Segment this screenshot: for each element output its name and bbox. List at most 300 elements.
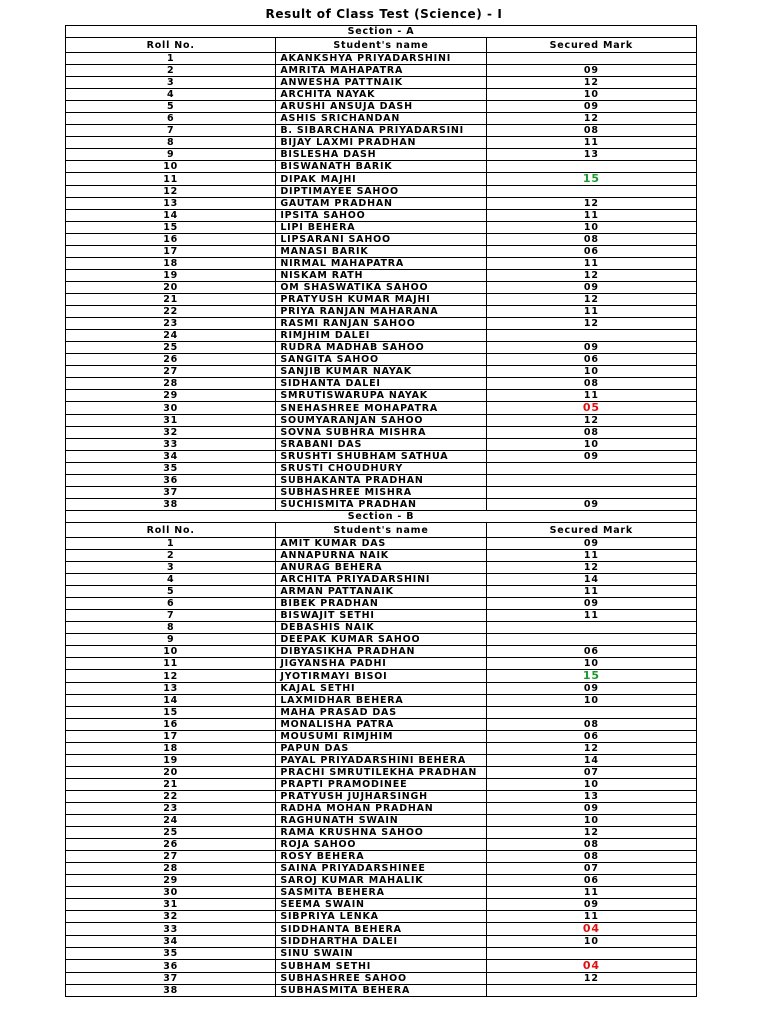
mark-value: 13 [583,791,599,802]
student-name-cell: NISKAM RATH [276,270,486,282]
section-b-body [66,511,697,997]
secured-mark-cell [486,402,696,415]
student-name-cell: BIJAY LAXMI PRADHAN [276,137,486,149]
table-row [66,451,697,463]
table-row [66,985,697,997]
roll-no-cell: 25 [66,342,276,354]
table-row [66,89,697,101]
student-name-cell: LIPSARANI SAHOO [276,234,486,246]
roll-no-cell: 13 [66,198,276,210]
mark-value: 09 [583,65,599,76]
student-name-cell: SAINA PRIYADARSHINEE [276,863,486,875]
student-name-cell: DIPAK MAJHI [276,173,486,186]
secured-mark-cell [486,827,696,839]
secured-mark-cell [486,923,696,936]
secured-mark-cell [486,707,696,719]
table-row [66,731,697,743]
roll-no-cell: 15 [66,707,276,719]
mark-value: 06 [583,875,599,886]
mark-value: 11 [583,550,599,561]
student-name-cell: ANURAG BEHERA [276,562,486,574]
roll-no-cell: 38 [66,499,276,511]
roll-no-cell: 11 [66,658,276,670]
mark-value: 12 [583,198,599,209]
table-row [66,695,697,707]
mark-value: 09 [583,451,599,462]
roll-no-cell: 10 [66,161,276,173]
mark-value: 09 [583,101,599,112]
student-name-cell: PRIYA RANJAN MAHARANA [276,306,486,318]
secured-mark-cell [486,719,696,731]
mark-value: 13 [583,149,599,160]
student-name-cell: MAHA PRASAD DAS [276,707,486,719]
student-name-cell: RADHA MOHAN PRADHAN [276,803,486,815]
table-row [66,258,697,270]
secured-mark-cell [486,634,696,646]
secured-mark-cell [486,755,696,767]
roll-no-cell: 2 [66,65,276,77]
section-label-row [66,511,697,523]
secured-mark-cell [486,53,696,65]
roll-no-cell: 14 [66,210,276,222]
table-row [66,149,697,161]
secured-mark-cell [486,77,696,89]
roll-no-cell: 4 [66,89,276,101]
secured-mark-cell [486,499,696,511]
student-name-cell: SOUMYARANJAN SAHOO [276,415,486,427]
secured-mark-cell [486,646,696,658]
roll-no-cell: 22 [66,791,276,803]
student-name-cell: LAXMIDHAR BEHERA [276,695,486,707]
mark-value: 12 [583,415,599,426]
mark-value: 12 [583,743,599,754]
roll-no-cell: 17 [66,246,276,258]
table-row [66,779,697,791]
student-name-cell: SIBPRIYA LENKA [276,911,486,923]
table-row [66,622,697,634]
mark-value: 12 [583,827,599,838]
roll-no-cell: 31 [66,415,276,427]
secured-mark-cell [486,330,696,342]
table-row [66,294,697,306]
student-name-cell: ARMAN PATTANAIK [276,586,486,598]
secured-mark-cell [486,911,696,923]
table-row [66,378,697,390]
roll-no-cell: 30 [66,402,276,415]
table-row [66,586,697,598]
secured-mark-cell [486,294,696,306]
secured-mark-cell [486,173,696,186]
mark-value: 11 [583,610,599,621]
secured-mark-cell [486,65,696,77]
secured-mark-cell [486,198,696,210]
table-row [66,198,697,210]
secured-mark-cell [486,695,696,707]
mark-value: 10 [583,936,599,947]
secured-mark-cell [486,186,696,198]
student-name-cell: ROJA SAHOO [276,839,486,851]
mark-value: 12 [583,562,599,573]
secured-mark-cell [486,487,696,499]
student-name-cell: SRABANI DAS [276,439,486,451]
table-row [66,683,697,695]
table-row [66,186,697,198]
roll-no-cell: 35 [66,948,276,960]
secured-mark-cell [486,815,696,827]
roll-no-cell: 7 [66,610,276,622]
roll-no-cell: 5 [66,101,276,113]
student-name-cell: IPSITA SAHOO [276,210,486,222]
roll-no-cell: 31 [66,899,276,911]
secured-mark-cell [486,791,696,803]
secured-mark-cell [486,258,696,270]
roll-no-cell: 28 [66,863,276,875]
secured-mark-cell [486,598,696,610]
student-name-cell: PAPUN DAS [276,743,486,755]
table-row [66,415,697,427]
secured-mark-cell [486,354,696,366]
mark-value: 11 [583,210,599,221]
mark-value: 12 [583,318,599,329]
table-row [66,210,697,222]
student-name-cell: AMIT KUMAR DAS [276,538,486,550]
mark-value: 12 [583,77,599,88]
mark-value: 10 [583,222,599,233]
mark-value: 09 [583,683,599,694]
student-name-cell: ANWESHA PATTNAIK [276,77,486,89]
roll-no-cell: 18 [66,743,276,755]
roll-no-cell: 28 [66,378,276,390]
mark-value: 10 [583,366,599,377]
roll-no-cell: 9 [66,634,276,646]
section-label: Section - A [66,26,697,38]
secured-mark-cell [486,342,696,354]
student-name-cell: PRATYUSH KUMAR MAJHI [276,294,486,306]
roll-no-cell: 32 [66,427,276,439]
roll-no-cell: 17 [66,731,276,743]
student-name-cell: DIPTIMAYEE SAHOO [276,186,486,198]
student-name-cell: SUBHAM SETHI [276,960,486,973]
student-name-cell: B. SIBARCHANA PRIYADARSINI [276,125,486,137]
roll-no-cell: 20 [66,767,276,779]
table-row [66,948,697,960]
table-row [66,923,697,936]
page-title: Result of Class Test (Science) - I [265,7,503,21]
mark-value: 08 [583,378,599,389]
roll-no-cell: 9 [66,149,276,161]
table-row [66,634,697,646]
student-name-cell: AMRITA MAHAPATRA [276,65,486,77]
mark-value: 10 [583,439,599,450]
mark-value: 12 [583,113,599,124]
roll-no-cell: 36 [66,475,276,487]
table-row [66,574,697,586]
student-name-cell: RUDRA MADHAB SAHOO [276,342,486,354]
roll-no-cell: 16 [66,234,276,246]
secured-mark-cell [486,89,696,101]
roll-no-cell: 1 [66,53,276,65]
table-row [66,719,697,731]
table-row [66,887,697,899]
mark-value: 10 [583,815,599,826]
student-name-cell: SIDHANTA DALEI [276,378,486,390]
student-name-cell: SIDDHARTHA DALEI [276,936,486,948]
mark-value: 08 [583,125,599,136]
secured-mark-cell [486,960,696,973]
table-row [66,342,697,354]
student-name-cell: BISLESHA DASH [276,149,486,161]
secured-mark-cell [486,137,696,149]
student-name-cell: MOUSUMI RIMJHIM [276,731,486,743]
secured-mark-cell [486,210,696,222]
table-row [66,863,697,875]
student-name-cell: BISWANATH BARIK [276,161,486,173]
table-row [66,658,697,670]
mark-value: 09 [583,342,599,353]
secured-mark-cell [486,270,696,282]
table-row [66,222,697,234]
secured-mark-cell [486,246,696,258]
secured-mark-cell [486,222,696,234]
roll-no-cell: 22 [66,306,276,318]
secured-mark-cell [486,378,696,390]
table-row [66,53,697,65]
table-row [66,137,697,149]
student-name-cell: RIMJHIM DALEI [276,330,486,342]
mark-value: 08 [583,719,599,730]
student-name-cell: AKANKSHYA PRIYADARSHINI [276,53,486,65]
roll-no-cell: 38 [66,985,276,997]
roll-no-cell: 26 [66,354,276,366]
table-row [66,246,697,258]
mark-value: 10 [583,658,599,669]
student-name-cell: MANASI BARIK [276,246,486,258]
mark-value: 12 [583,270,599,281]
mark-value: 05 [582,401,600,414]
header-student-name: Student's name [276,38,486,53]
secured-mark-cell [486,863,696,875]
table-row [66,598,697,610]
mark-value: 08 [583,427,599,438]
secured-mark-cell [486,415,696,427]
secured-mark-cell [486,101,696,113]
section-label: Section - B [66,511,697,523]
mark-value: 07 [583,863,599,874]
table-row [66,791,697,803]
mark-value: 08 [583,234,599,245]
header-row [66,38,697,53]
roll-no-cell: 30 [66,887,276,899]
table-row [66,499,697,511]
roll-no-cell: 12 [66,670,276,683]
table-row [66,330,697,342]
secured-mark-cell [486,586,696,598]
student-name-cell: ARUSHI ANSUJA DASH [276,101,486,113]
roll-no-cell: 33 [66,923,276,936]
table-row [66,911,697,923]
secured-mark-cell [486,743,696,755]
secured-mark-cell [486,779,696,791]
roll-no-cell: 34 [66,936,276,948]
table-row [66,743,697,755]
table-row [66,234,697,246]
student-name-cell: SMRUTISWARUPA NAYAK [276,390,486,402]
roll-no-cell: 29 [66,875,276,887]
student-name-cell: PRAPTI PRAMODINEE [276,779,486,791]
mark-value: 14 [583,755,599,766]
student-name-cell: LIPI BEHERA [276,222,486,234]
roll-no-cell: 6 [66,598,276,610]
table-row [66,815,697,827]
roll-no-cell: 5 [66,586,276,598]
student-name-cell: SOVNA SUBHRA MISHRA [276,427,486,439]
mark-value: 09 [583,538,599,549]
student-name-cell: MONALISHA PATRA [276,719,486,731]
table-row [66,899,697,911]
roll-no-cell: 10 [66,646,276,658]
secured-mark-cell [486,282,696,294]
secured-mark-cell [486,439,696,451]
table-row [66,646,697,658]
mark-value: 11 [583,258,599,269]
table-row [66,366,697,378]
mark-value: 09 [583,899,599,910]
student-name-cell: JIGYANSHA PADHI [276,658,486,670]
table-row [66,65,697,77]
student-name-cell: BISWAJIT SETHI [276,610,486,622]
student-name-cell: SUBHASHREE SAHOO [276,973,486,985]
student-name-cell: NIRMAL MAHAPATRA [276,258,486,270]
table-row [66,755,697,767]
table-row [66,77,697,89]
roll-no-cell: 2 [66,550,276,562]
mark-value: 10 [583,779,599,790]
mark-value: 08 [583,839,599,850]
secured-mark-cell [486,803,696,815]
mark-value: 10 [583,695,599,706]
mark-value: 11 [583,911,599,922]
student-name-cell: SUBHAKANTA PRADHAN [276,475,486,487]
table-row [66,562,697,574]
table-row [66,538,697,550]
secured-mark-cell [486,658,696,670]
table-row [66,803,697,815]
table-row [66,973,697,985]
roll-no-cell: 24 [66,815,276,827]
student-name-cell: DIBYASIKHA PRADHAN [276,646,486,658]
mark-value: 07 [583,767,599,778]
secured-mark-cell [486,318,696,330]
secured-mark-cell [486,683,696,695]
student-name-cell: RAGHUNATH SWAIN [276,815,486,827]
student-name-cell: SINU SWAIN [276,948,486,960]
mark-value: 12 [583,973,599,984]
header-row [66,523,697,538]
secured-mark-cell [486,875,696,887]
table-row [66,475,697,487]
section-a-table [65,25,697,511]
roll-no-cell: 37 [66,487,276,499]
mark-value: 06 [583,646,599,657]
table-row [66,402,697,415]
table-row [66,936,697,948]
roll-no-cell: 36 [66,960,276,973]
table-row [66,550,697,562]
roll-no-cell: 6 [66,113,276,125]
table-row [66,851,697,863]
student-name-cell: SANGITA SAHOO [276,354,486,366]
table-row [66,487,697,499]
mark-value: 11 [583,306,599,317]
mark-value: 09 [583,598,599,609]
header-roll-no: Roll No. [66,523,276,538]
secured-mark-cell [486,610,696,622]
secured-mark-cell [486,463,696,475]
student-name-cell: SUBHASHREE MISHRA [276,487,486,499]
mark-value: 11 [583,137,599,148]
table-row [66,670,697,683]
roll-no-cell: 3 [66,562,276,574]
student-name-cell: SEEMA SWAIN [276,899,486,911]
roll-no-cell: 11 [66,173,276,186]
mark-value: 06 [583,354,599,365]
roll-no-cell: 23 [66,318,276,330]
student-name-cell: OM SHASWATIKA SAHOO [276,282,486,294]
student-name-cell: SUBHASMITA BEHERA [276,985,486,997]
roll-no-cell: 34 [66,451,276,463]
mark-value: 09 [583,499,599,510]
mark-value: 06 [583,731,599,742]
table-row [66,839,697,851]
student-name-cell: SANJIB KUMAR NAYAK [276,366,486,378]
table-row [66,270,697,282]
mark-value: 15 [582,172,600,185]
mark-value: 09 [583,803,599,814]
roll-no-cell: 32 [66,911,276,923]
secured-mark-cell [486,887,696,899]
student-name-cell: SNEHASHREE MOHAPATRA [276,402,486,415]
mark-value: 04 [582,959,600,972]
roll-no-cell: 4 [66,574,276,586]
student-name-cell: ANNAPURNA NAIK [276,550,486,562]
table-row [66,318,697,330]
table-row [66,463,697,475]
table-row [66,960,697,973]
table-row [66,173,697,186]
section-b-table [65,510,697,997]
secured-mark-cell [486,427,696,439]
roll-no-cell: 24 [66,330,276,342]
secured-mark-cell [486,767,696,779]
table-row [66,439,697,451]
mark-value: 04 [582,922,600,935]
secured-mark-cell [486,574,696,586]
table-row [66,161,697,173]
header-student-name: Student's name [276,523,486,538]
secured-mark-cell [486,851,696,863]
roll-no-cell: 18 [66,258,276,270]
secured-mark-cell [486,149,696,161]
mark-value: 11 [583,887,599,898]
roll-no-cell: 37 [66,973,276,985]
student-name-cell: BIBEK PRADHAN [276,598,486,610]
secured-mark-cell [486,899,696,911]
table-row [66,875,697,887]
mark-value: 09 [583,282,599,293]
roll-no-cell: 13 [66,683,276,695]
secured-mark-cell [486,550,696,562]
student-name-cell: ROSY BEHERA [276,851,486,863]
